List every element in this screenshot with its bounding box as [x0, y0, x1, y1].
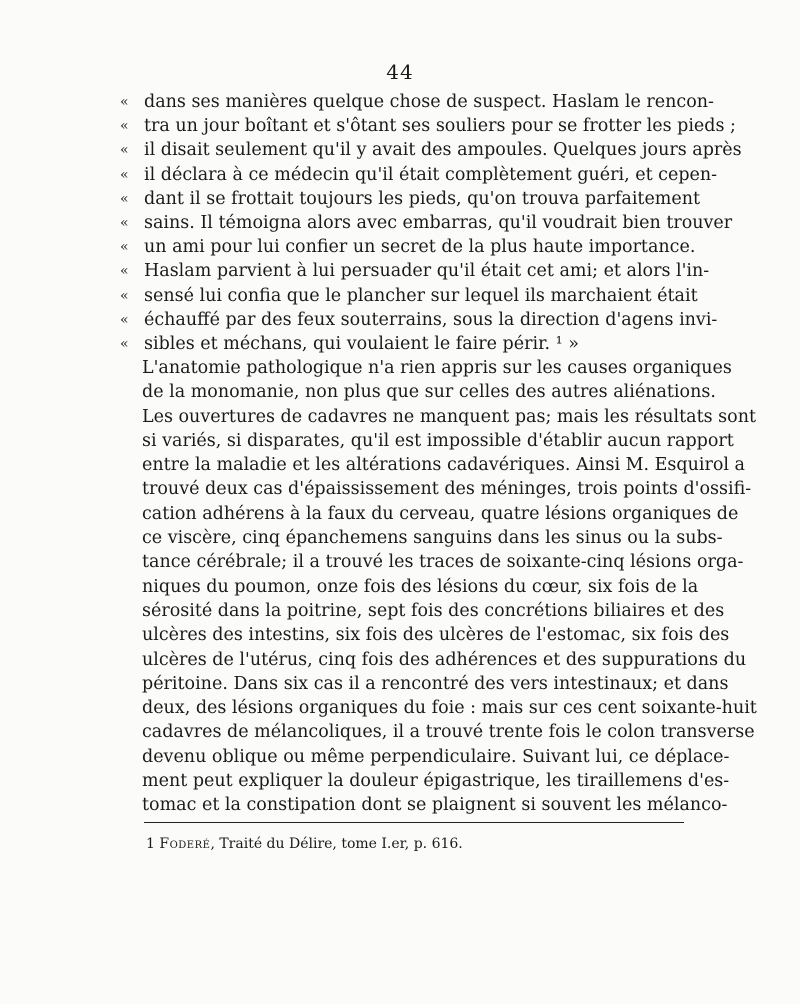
quote-line: [120, 211, 733, 235]
page-number: 44: [386, 60, 414, 84]
quote-line-text: un ami pour lui confier un secret de la plus haute importance.: [144, 237, 696, 258]
paragraph-line: si variés, si disparates, qu'il est impossible d'établir aucun rapport: [142, 430, 734, 451]
quote-line-text: échauffé par des feux souterrains, sous la direction d'agens invi-: [144, 309, 718, 330]
guillemet-mark: «: [120, 94, 129, 110]
paragraph-line: sérosité dans la poitrine, sept fois des concrétions biliaires et des: [142, 600, 725, 621]
paragraph-line: de la monomanie, non plus que sur celles des autres aliénations.: [142, 382, 716, 403]
quote-line-text: sains. Il témoigna alors avec embarras, qu'il voudrait bien trouver: [144, 212, 733, 233]
paragraph-line: devenu oblique ou même perpendiculaire. Suivant lui, ce déplace-: [142, 746, 730, 767]
quote-line-text: sibles et méchans, qui voulaient le faire périr. ¹ »: [144, 333, 579, 354]
footnote-marker: 1: [146, 836, 155, 852]
paragraph-line: cation adhérens à la faux du cerveau, quatre lésions organiques de: [142, 503, 739, 524]
paragraph-line: ulcères de l'utérus, cinq fois des adhérences et des suppurations du: [142, 649, 747, 670]
quote-line: [120, 138, 742, 162]
paragraph-line: Les ouvertures de cadavres ne manquent pas; mais les résultats sont: [142, 406, 757, 427]
paragraph-line: deux, des lésions organiques du foie : mais sur ces cent soixante-huit: [142, 698, 757, 719]
quote-line: [120, 163, 718, 187]
paragraph-line: ment peut expliquer la douleur épigastrique, les tiraillemens d'es-: [142, 771, 730, 792]
quote-line: [120, 284, 698, 308]
paragraph-line: tance cérébrale; il a trouvé les traces de soixante-cinq lésions orga-: [142, 552, 744, 573]
footnote: [146, 834, 686, 854]
paragraph-line: entre la maladie et les altérations cadavériques. Ainsi M. Esquirol a: [142, 455, 745, 476]
paragraph-line: L'anatomie pathologique n'a rien appris sur les causes organiques: [142, 358, 732, 378]
guillemet-mark: «: [120, 263, 129, 280]
quote-line-text: tra un jour boîtant et s'ôtant ses souliers pour se frotter les pieds ;: [144, 116, 736, 137]
quote-line-text: sensé lui confia que le plancher sur lequel ils marchaient était: [144, 285, 698, 306]
paragraph-line: niques du poumon, onze fois des lésions du cœur, six fois de la: [142, 576, 699, 597]
quote-line-text: il disait seulement qu'il y avait des ampoules. Quelques jours après: [144, 140, 742, 161]
footnote-text: , Traité du Délire, tome I.er, p. 616.: [210, 836, 463, 852]
guillemet-mark: «: [120, 190, 129, 207]
guillemet-mark: «: [120, 287, 129, 304]
guillemet-mark: «: [120, 335, 129, 352]
quote-line-text: dant il se frottait toujours les pieds, qu'on trouva parfaitement: [144, 188, 701, 209]
guillemet-mark: «: [120, 142, 129, 159]
paragraph-line: ce viscère, cinq épanchemens sanguins dans les sinus ou la subs-: [142, 528, 723, 549]
footnote-author: Foderé: [159, 836, 211, 852]
guillemet-mark: «: [120, 311, 129, 328]
quote-line: [120, 90, 714, 114]
quote-line: [120, 259, 710, 283]
footnote-divider: [144, 822, 684, 823]
quote-line: [120, 332, 682, 356]
guillemet-mark: «: [120, 239, 129, 256]
guillemet-mark: «: [120, 214, 129, 231]
paragraph-line: péritoine. Dans six cas il a rencontré des vers intestinaux; et dans: [142, 673, 729, 694]
body-paragraph: [142, 356, 757, 818]
quote-line: [120, 308, 718, 332]
guillemet-mark: «: [120, 118, 129, 135]
paragraph-line: trouvé deux cas d'épaississement des méninges, trois points d'ossifi-: [142, 479, 752, 500]
paragraph-line: ulcères des intestins, six fois des ulcères de l'estomac, six fois des: [142, 625, 730, 646]
quote-line: [120, 187, 701, 211]
paragraph-line: tomac et la constipation dont se plaignent si souvent les mélanco-: [142, 795, 728, 816]
quote-line: [120, 235, 696, 259]
guillemet-mark: «: [120, 166, 129, 183]
quotation-block: [120, 90, 742, 356]
quote-line: [120, 114, 736, 138]
quote-line-text: Haslam parvient à lui persuader qu'il était cet ami; et alors l'in-: [144, 261, 710, 282]
paragraph-line: cadavres de mélancoliques, il a trouvé trente fois le colon transverse: [142, 722, 755, 743]
quote-line-text: il déclara à ce médecin qu'il était complètement guéri, et cepen-: [144, 164, 718, 185]
quote-line-text: dans ses manières quelque chose de suspect. Haslam le rencon-: [144, 92, 714, 112]
